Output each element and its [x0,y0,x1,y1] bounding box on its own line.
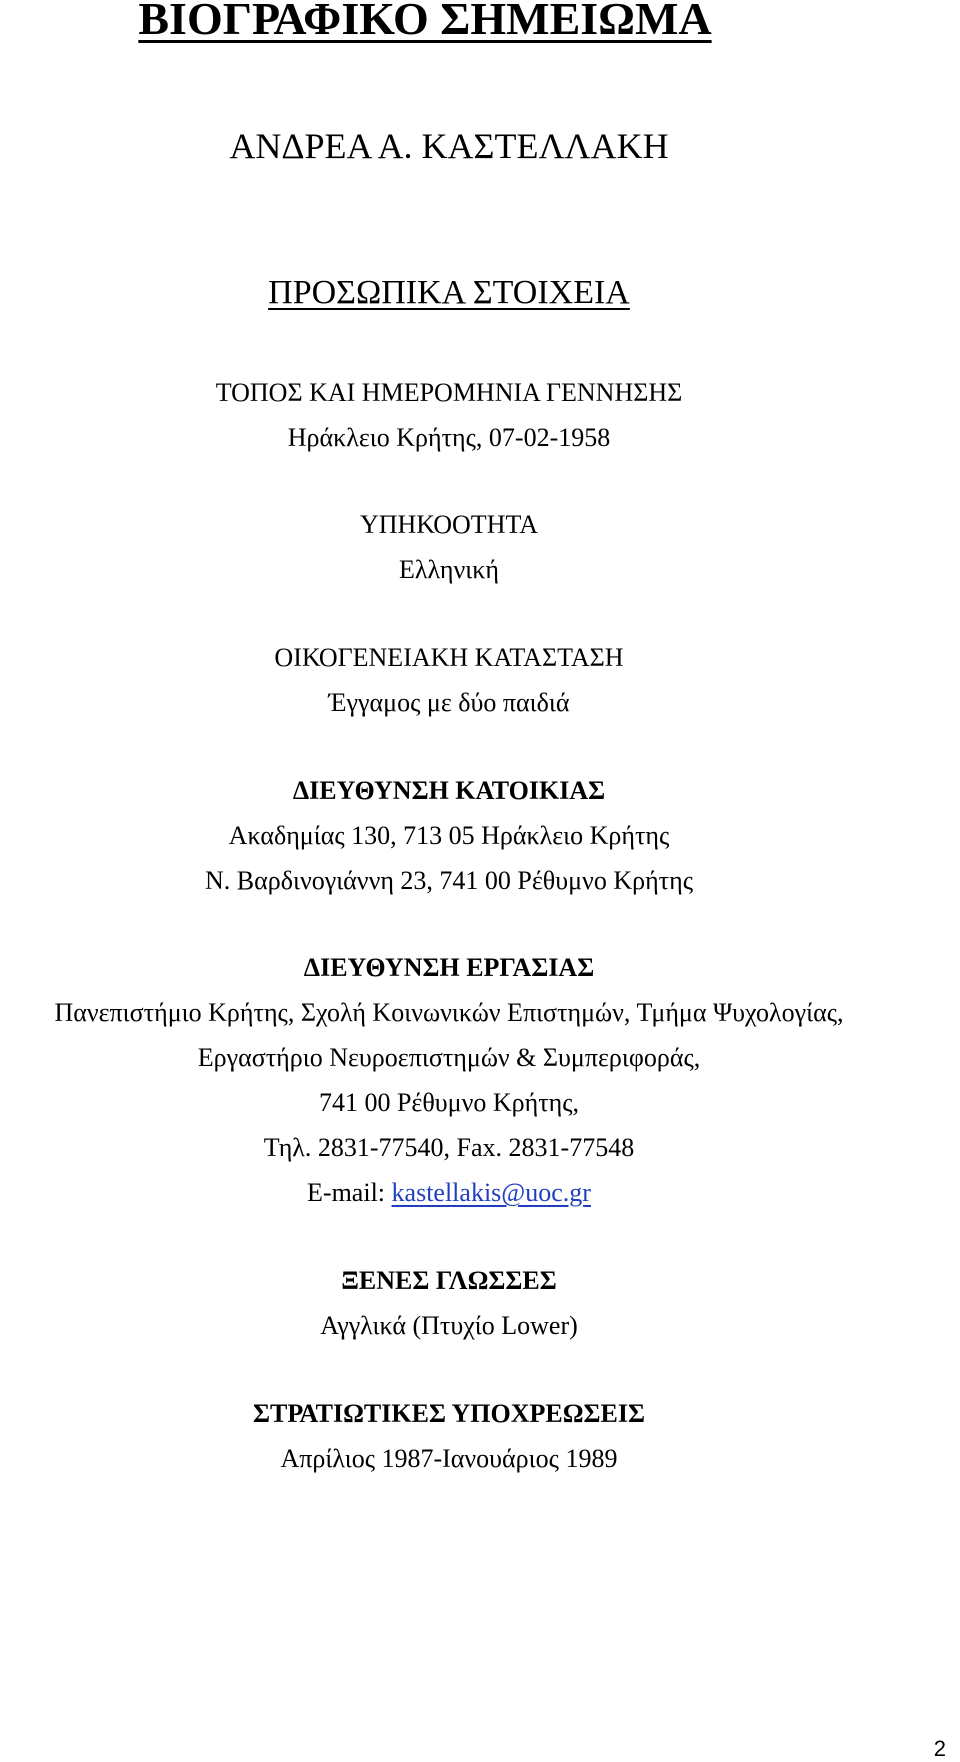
military-value: Απρίλιος 1987-Ιανουάριος 1989 [280,1444,618,1473]
work-phone-fax: Τηλ. 2831-77540, Fax. 2831-77548 [263,1133,635,1162]
marital-value: Έγγαμος με δύο παιδιά [328,688,570,717]
work-email-line [0,1180,898,1206]
page-number: 2 [933,1736,946,1761]
languages-value: Αγγλικά (Πτυχίο Lower) [320,1311,578,1340]
work-address-line3: 741 00 Ρέθυμνο Κρήτης, [318,1088,580,1117]
work-address-label: ΔΙΕΥΘΥΝΣΗ ΕΡΓΑΣΙΑΣ [303,953,595,982]
home-address-label: ΔΙΕΥΘΥΝΣΗ ΚΑΤΟΙΚΙΑΣ [292,776,606,805]
birth-label: ΤΟΠΟΣ ΚΑΙ ΗΜΕΡΟΜΗΝΙΑ ΓΕΝΝΗΣΗΣ [215,378,683,407]
marital-label: ΟΙΚΟΓΕΝΕΙΑΚΗ ΚΑΤΑΣΤΑΣΗ [274,643,624,672]
person-name: ΑΝΔΡΕΑ Α. ΚΑΣΤΕΛΛΑΚΗ [229,126,669,166]
military-label: ΣΤΡΑΤΙΩΤΙΚΕΣ ΥΠΟΧΡΕΩΣΕΙΣ [253,1399,645,1428]
email-link[interactable]: kastellakis@uoc.gr [391,1178,591,1207]
citizenship-value: Ελληνική [399,555,499,584]
birth-value: Ηράκλειο Κρήτης, 07-02-1958 [287,423,611,452]
section-heading-personal: ΠΡΟΣΩΠΙΚΑ ΣΤΟΙΧΕΙΑ [268,274,630,311]
home-address-line1: Ακαδημίας 130, 713 05 Ηράκλειο Κρήτης [228,821,670,850]
email-label: E-mail: [307,1178,392,1207]
home-address-line2: Ν. Βαρδινογιάννη 23, 741 00 Ρέθυμνο Κρήτης [204,866,694,895]
languages-label: ΞΕΝΕΣ ΓΛΩΣΣΕΣ [341,1266,557,1295]
work-address-line1: Πανεπιστήμιο Κρήτης, Σχολή Κοινωνικών Επιστημών, Τμήμα Ψυχολογίας, [54,998,844,1027]
document-title: ΒΙΟΓΡΑΦΙΚΟ ΣΗΜΕΙΩΜΑ [138,0,712,44]
work-address-line2: Εργαστήριο Νευροεπιστημών & Συμπεριφοράς, [197,1043,701,1072]
citizenship-label: ΥΠΗΚΟΟΤΗΤΑ [359,510,539,539]
